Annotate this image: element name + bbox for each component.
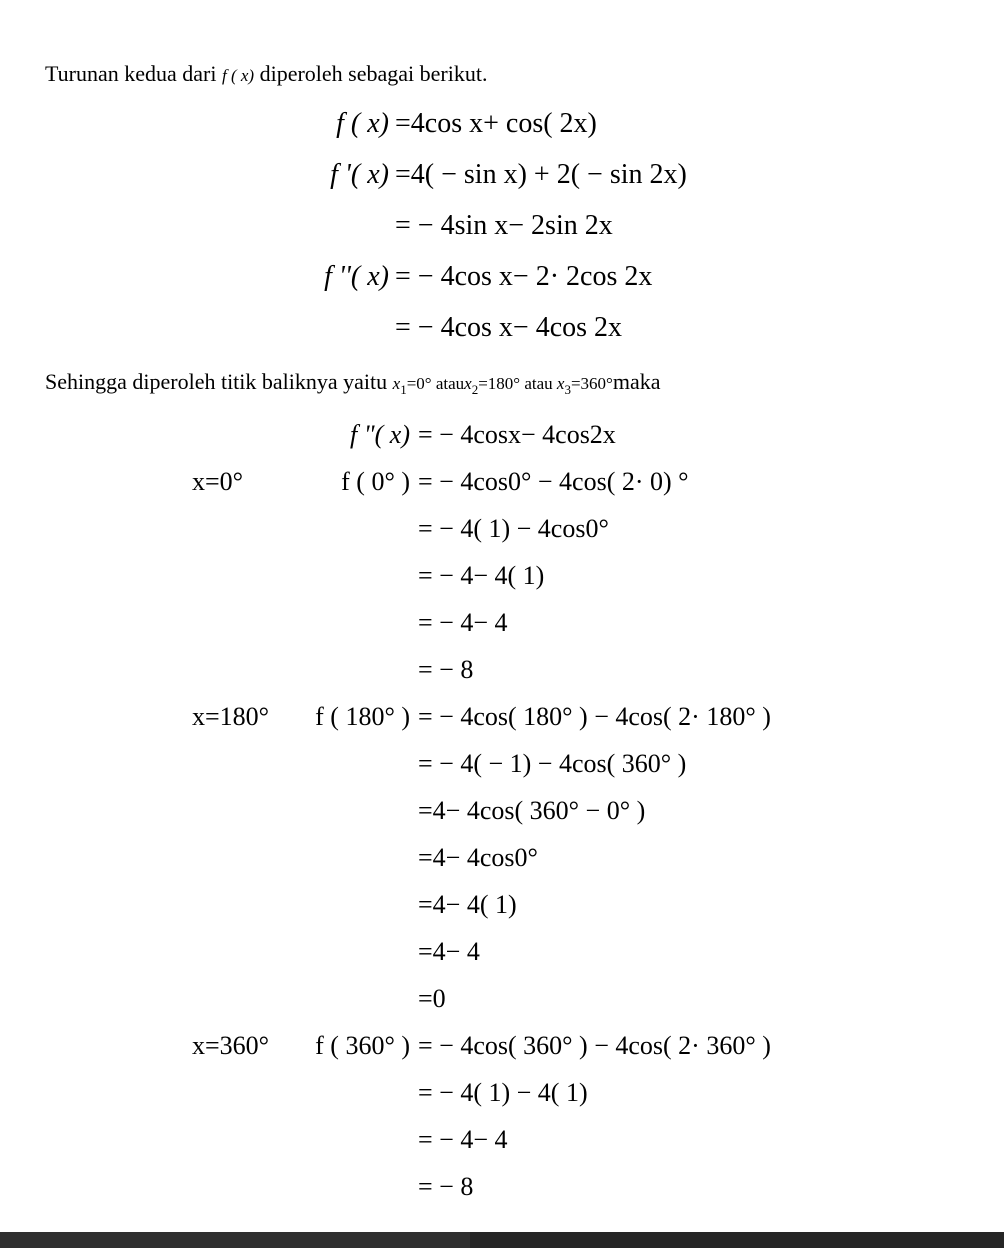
intro-function: f ( x) bbox=[222, 66, 255, 85]
points-sentence bbox=[45, 369, 661, 398]
evaluation-rhs: =4− 4cos0° bbox=[418, 843, 538, 872]
x2-value: =180° atau bbox=[478, 374, 557, 393]
x3-var: x bbox=[556, 374, 565, 393]
case-label: x=180° bbox=[192, 702, 270, 731]
x1-var: x bbox=[392, 374, 401, 393]
x3-sub: 3 bbox=[564, 382, 571, 397]
points-text-after: maka bbox=[612, 369, 661, 394]
evaluation-rhs: = − 4( − 1) − 4cos( 360° ) bbox=[418, 749, 687, 778]
evaluation-lhs: f ( 360° ) bbox=[315, 1031, 410, 1060]
evaluation-rhs: = − 4− 4 bbox=[418, 608, 508, 637]
derivation-lhs: f '( x) bbox=[330, 159, 389, 190]
evaluation-rhs: = − 4− 4 bbox=[418, 1125, 508, 1154]
derivation-rhs: = − 4sin x− 2sin 2x bbox=[395, 210, 613, 241]
derivation-rhs: = − 4cos x− 4cos 2x bbox=[395, 312, 623, 343]
derivation-lhs: f ( x) bbox=[336, 108, 389, 139]
points-text-before: Sehingga diperoleh titik baliknya yaitu bbox=[45, 369, 393, 394]
evaluation-rhs: = − 4cosx− 4cos2x bbox=[418, 420, 616, 449]
evaluation-rhs: = − 4cos0° − 4cos( 2· 0) ° bbox=[418, 467, 689, 496]
evaluation-rhs: =4− 4 bbox=[418, 937, 480, 966]
derivation-rhs: = − 4cos x− 2· 2cos 2x bbox=[395, 261, 653, 292]
intro-sentence bbox=[45, 61, 487, 87]
bottom-bar-segment bbox=[470, 1232, 1004, 1248]
evaluation-rhs: =4− 4( 1) bbox=[418, 890, 517, 919]
intro-text-after: diperoleh sebagai berikut. bbox=[254, 61, 488, 86]
x2-sub: 2 bbox=[471, 382, 479, 397]
x2-var: x bbox=[464, 374, 472, 393]
evaluation-rhs: =4− 4cos( 360° − 0° ) bbox=[418, 796, 646, 825]
case-label: x=0° bbox=[192, 467, 244, 496]
evaluation-rhs: = − 4cos( 180° ) − 4cos( 2· 180° ) bbox=[418, 702, 771, 731]
intro-text-before: Turunan kedua dari bbox=[45, 61, 222, 86]
evaluation-rhs: = − 4cos( 360° ) − 4cos( 2· 360° ) bbox=[418, 1031, 771, 1060]
evaluation-rhs: = − 8 bbox=[418, 1172, 474, 1201]
x1-sub: 1 bbox=[400, 382, 407, 397]
evaluation-rhs: = − 4( 1) − 4cos0° bbox=[418, 514, 609, 543]
bottom-bar bbox=[0, 1232, 1004, 1248]
evaluation-lhs: f "( x) bbox=[350, 420, 410, 449]
evaluation-rhs: =0 bbox=[418, 984, 446, 1013]
derivation-rhs: =4( − sin x) + 2( − sin 2x) bbox=[395, 159, 687, 190]
case-label: x=360° bbox=[192, 1031, 270, 1060]
derivation-rhs: =4cos x+ cos( 2x) bbox=[395, 108, 597, 139]
x3-value: =360° bbox=[570, 374, 613, 393]
evaluation-rhs: = − 4( 1) − 4( 1) bbox=[418, 1078, 588, 1107]
x1-value: =0° atau bbox=[406, 374, 465, 393]
evaluation-lhs: f ( 0° ) bbox=[341, 467, 410, 496]
evaluation-rhs: = − 8 bbox=[418, 655, 474, 684]
evaluation-rhs: = − 4− 4( 1) bbox=[418, 561, 545, 590]
derivation-lhs: f ''( x) bbox=[324, 261, 389, 292]
evaluation-lhs: f ( 180° ) bbox=[315, 702, 410, 731]
